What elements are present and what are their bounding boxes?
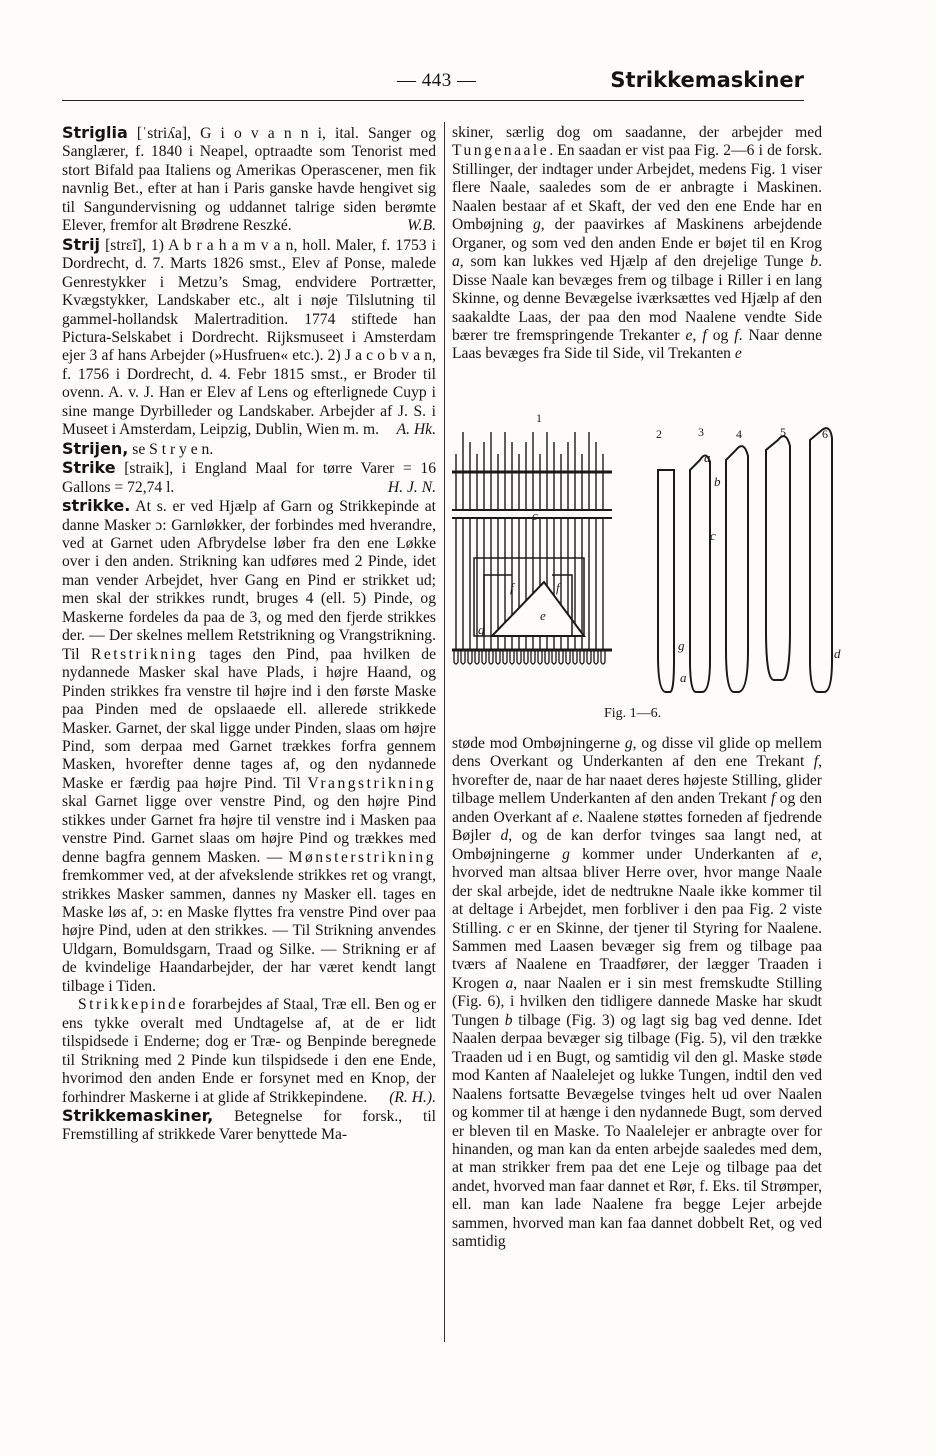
entry-strikkemaskiner: Strikkemaskiner, Betegnelse for forsk., til Fremstilling af strikkede Varer benyttede Ma- [62,1106,436,1144]
signature: H. J. N. [387,478,436,496]
signature: A. Hk. [396,421,436,439]
header-rule [62,100,804,101]
signature: W.B. [407,217,436,235]
fig-number-5: 5 [780,425,786,439]
label-b: b [714,474,721,489]
entry-strikke: strikke. At s. er ved Hjælp af Garn og Strikkepinde at danne Masker ɔ: Garnløkker, der forbindes med hverandre, ved at Garnet uden Afbrydelse løber fra den ene Løkke over i den anden. Strikning kan udføres med 2 Pinde, idet man vender Arbejdet, hver Gang en Pind er strikket ud; men skal der strikkes rundt, bruges 4 (ell. 5) Pinde, og Maskerne fordeles da paa de 3, og med den fjerde strikkes der. — Der skelnes mellem Retstrikning og Vrangstrikning. Til Retstrikning tages den Pind, paa hvilken de nydannede Masker skal have Plads, i højre Haand, og Pinden strikkes fra venstre til højre ind i den første Maske paa Pinden med de opslaaede ell. allerede strikkede Masker. Garnet, der skal ligge under Pinden, slaas om højre Pind, som derpaa med Garnet trækkes forfra gennem Masken, hvorefter denne tages af, og den nydannede Maske er færdig paa højre Pind. Til Vrangstrikning skal Garnet ligge over venstre Pind, og den højre Pind stikkes under Garnet fra højre til venstre ind i Masken paa venstre Pind. Garnet slaas om højre Pind og trækkes med denne bagfra gennem Masken. — Mønsterstrikning fremkommer ved, at der afvekslende strikkes ret og vrangt, strikkes Masker sammen, dannes ny Masker ell. tages en Maske løs af, ɔ: en Maske flyttes fra venstre Pind over paa højre Pind, uden at den strikkes. — Til Strikning anvendes Uldgarn, Bomuldsgarn, Traad og Silke. — Strikning er af de kvindelige Haandarbejder, der har været kendt langt tilbage i Tiden. [62,496,436,995]
needle-loop [454,650,458,664]
figure-drawing [452,410,841,730]
spaced-term: Retstrikning [90,645,199,663]
page-number: — 443 — [397,70,477,91]
needle-bed-fig1 [452,432,612,664]
knitting-needle-figure [452,410,841,730]
entry-strij: Strij [strɛ̃i], 1) A b r a h a m v a n, holl. Maler, f. 1753 i Dordrecht, d. 7. Marts 1826 smst., Elev af Ponse, malede Genrestykker i Metzu’s Smag, endvidere Portrætter, Kvægstykker, Landskaber etc., alt i nøje Tilslutning til gammel-hollandsk Malertradition. 1774 stiftede han Pictura-Selskabet i Dordrecht. Rijksmuseet i Amsterdam ejer 3 af hans Arbejder (»Husfruen« etc.). 2) J a c o b v a n, f. 1756 i Dordrecht, d. 4. Febr 1815 smst., er Broder til ovenn. A. v. J. Han er Elev af Lens og efterlignede Cuyp i sine mange Dyrbilleder og Landskaber. Arbejder af J. S. i Museet i Amsterdam, Leipzig, Dublin, Wien m. m. A. Hk. [62,234,436,439]
needle-loop [559,650,563,664]
needle-loop [531,650,535,664]
spaced-term: Mønsterstrikning [288,848,436,866]
label-c: c [532,508,538,523]
needle-loop [524,650,528,664]
needle-loop [489,650,493,664]
needle-loop [545,650,549,664]
figure-numbers [536,411,828,441]
paragraph: skiner, særlig dog om saadanne, der arbejder med Tungenaale. En saadan er vist paa Fig. 2—6 i de forsk. Stillinger, der indtager under Arbejdet, medens Fig. 1 viser flere Naale, saaledes som de er anbragte i Maskinen. Naalen bestaar af et Skaft, der ved den ene Ende har en Ombøjning g, der paavirkes af Maskinens arbejdende Organer, og som ved den anden Ende er bøjet til en Krog a, som kan lukkes ved Hjælp af den drejelige Tunge b. Disse Naale kan bevæges frem og tilbage i Riller i en lang Skinne, og denne Bevægelse iværksættes ved Hjælp af den saakaldte Laas, der paa den mod Naalene vendte Side bærer tre fremspringende Trekanter e, f og f. Naar denne Laas bevæges fra Side til Side, vil Trekanten e [452,124,823,363]
needle-loop [601,650,605,664]
headword: Strijen, [62,438,129,458]
paragraph: støde mod Ombøjningerne g, og disse vil glide op mellem dens Overkant og Underkanten af den ene Trekant f, hvorefter de, naar de har naaet deres højeste Stilling, glider tilbage mellem Underkanten af den anden Trekant f og den anden Overkant af e. Naalene støttes forneden af fjedrende Bøjler d, og de kan derfor tvinges saa langt ned, at Ombøjningerne g kommer under Underkanten af e, hvorved man altsaa bliver Herre over, hvor mange Naale der skal arbejde, idet de nedtrukne Naale ikke kommer til at deltage i Arbejdet, men forbliver i den paa Fig. 2 viste Stilling. c er en Skinne, der tjener til Styring for Naalene. Sammen med Laasen bevæger sig frem og tilbage paa tværs af Naalene en Traadfører, der lægger Traaden i Krogen a, naar Naalen er i sin mest fremskudte Stilling (Fig. 6), i hvilken den tidligere dannede Maske har skudt Tungen b tilbage (Fig. 3) og lagt sig bag ved denne. Idet Naalen derpaa bevæger sig tilbage (Fig. 5), vil den trække Traaden ud i en Bugt, og samtidig vil den gl. Maske støde mod Kanten af Naalelejet og lukke Tungen, indtil den ved Naalens fortsatte Bevægelse tvinges helt ud over Naalen og kommer til at hænge i den nydannede Bugt, som derved er bleven til en Maske. To Naalelejer er anbragte over for hinanden, og man kan da enten arbejde saaledes med dem, at man strikker frem paa det ene Leje og tilbage paa det andet, hvorved man faar dannet et Rør, f. Eks. til Strømper, ell. man kan lade Naalene fra begge Lejer arbejde sammen, hvorved man kan faa dannet dobbelt Ret, og ved samtidig [452,735,823,1251]
needle-loop [587,650,591,664]
label-a-needle: a [680,670,687,685]
label-e: e [540,608,546,623]
needle-loop [503,650,507,664]
entry-strijen: Strijen, se S t r y e n. [62,438,214,458]
spaced-term: Strikkepinde [78,996,188,1014]
needle-loop [461,650,465,664]
headword: Strike [62,458,116,478]
needle-loop [573,650,577,664]
figure-caption: Fig. 1—6. [604,706,662,721]
headword: Strij [62,234,101,254]
needle-loop [566,650,570,664]
needle-loop [482,650,486,664]
running-title: Strikkemaskiner [610,68,804,92]
label-g: g [478,622,485,637]
needle-loop [538,650,542,664]
fig-number-4: 4 [736,427,742,441]
headword: strikke. [62,496,131,516]
signature: (R. H.). [389,1088,436,1106]
page-header [62,64,804,98]
needle-loop [594,650,598,664]
headword: Striglia [62,123,128,142]
label-d: d [834,646,841,661]
entry-strike: Strike [straik], i England Maal for tørre Varer = 16 Gallons = 72,74 l. H. J. N. [62,458,436,496]
fig-number-6: 6 [822,427,828,441]
spaced-term: Tungenaale [452,142,550,160]
entry-strikkepinde: Strikkepinde forarbejdes af Staal, Træ ell. Ben og er ens tykke overalt med Undtagelse af, at de er lidt tilspidsede i Enderne; dog er Træ- og Benpinde beregnede til Strikning med 2 Pinde kun tilspidsede i den ene Ende, hvorimod den anden Ende er forsynet med en Knop, der forhindrer Maskerne i at glide af Strikkepindene. (R. H.). [62,996,436,1106]
entry-striglia: Striglia [ˈstriʎa], G i o v a n n i, ital. Sanger og Sanglærer, f. 1840 i Neapel, optraadte som Tenorist med stort Bifald paa Italiens og Amerikas Operascener, men fik navnlig Bet., efter at han i Paris ganske havde hengivet sig til Sangundervisning og uddannet talrige siden berømte Elever, fremfor alt Brødrene Reszké. W.B. [62,123,436,235]
needle-loop [517,650,521,664]
label-f-left: f [510,580,514,595]
label-f-right: f [556,580,560,595]
fig-number-2: 2 [656,427,662,441]
right-column-bottom [452,735,822,1252]
needle-loop [510,650,514,664]
column-divider [444,122,445,1342]
label-a: a [704,450,711,465]
label-g-needle: g [678,638,685,653]
right-column-top [452,124,822,364]
fig-number-3: 3 [698,425,704,439]
needle-loop [475,650,479,664]
needle-loop [580,650,584,664]
needle-loop [468,650,472,664]
headword: Strikkemaskiner, [62,1106,214,1126]
needle-loop [552,650,556,664]
label-c-needle: c [710,528,716,543]
fig-number-1: 1 [536,411,542,425]
left-column [62,124,436,1145]
needle-loop [496,650,500,664]
spaced-term: Vrangstrikning [307,774,436,792]
